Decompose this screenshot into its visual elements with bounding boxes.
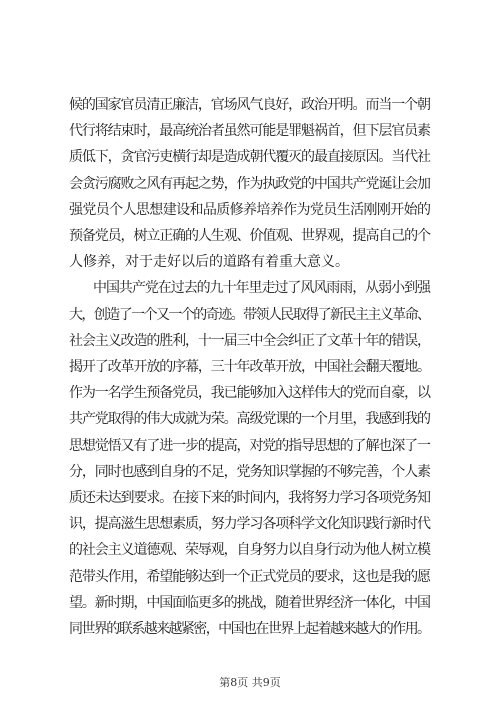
page-footer: 第8页 共9页 <box>219 676 281 689</box>
paragraph-1-line-2: 代行将结束时，最高统治者虽然可能是罪魁祸首，但下层官员素 <box>69 123 430 140</box>
paragraph-2-line-10: 识，提高滋生思想素质，努力学习各项科学文化知识践行新时代 <box>69 516 430 533</box>
paragraph-1-line-7: 人修养，对于走好以后的道路有着重大意义。 <box>69 254 349 271</box>
paragraph-2-line-14: 同世界的联系越来越紧密，中国也在世界上起着越来越大的作用。 <box>69 621 430 637</box>
paragraph-2-line-9: 质还未达到要求。在接下来的时间内，我将努力学习各项党务知 <box>69 490 430 506</box>
paragraph-1-line-4: 会贪污腐败之风有再起之势，作为执政党的中国共产党诞让会加 <box>69 175 430 192</box>
paragraph-2-line-13: 望。新时期，中国面临更多的挑战，随着世界经济一体化，中国 <box>69 594 430 611</box>
paragraph-2-line-12: 范带头作用，希望能够达到一个正式党员的要求，这也是我的愿 <box>69 568 430 585</box>
paragraph-2-line-4: 揭开了改革开放的序幕，三十年改革开放，中国社会翻天覆地。 <box>69 359 430 375</box>
paragraph-2-line-6: 共产党取得的伟大成就为荣。高级党课的一个月里，我感到我的 <box>69 411 430 428</box>
paragraph-2-line-3: 社会主义改造的胜利，十一届三中全会纠正了文革十年的错误， <box>69 332 430 349</box>
paragraph-1-line-1: 候的国家官员清正廉洁，官场风气良好，政治开明。而当一个朝 <box>69 97 430 113</box>
paragraph-2-line-11: 的社会主义道德观、荣辱观，自身努力以自身行动为他人树立模 <box>69 542 430 559</box>
paragraph-2-line-8: 分，同时也感到自身的不足，党务知识掌握的不够完善，个人素 <box>69 463 430 480</box>
paragraph-2-line-1: 中国共产党在过去的九十年里走过了风风雨雨，从弱小到强 <box>93 280 430 297</box>
paragraph-2-line-7: 思想觉悟又有了进一步的提高，对党的指导思想的了解也深了一 <box>69 437 430 454</box>
paragraph-1-line-6: 预备党员，树立正确的人生观、价值观、世界观，提高自己的个 <box>69 228 430 244</box>
paragraph-2-line-2: 大，创造了一个又一个的奇迹。带领人民取得了新民主主义革命、 <box>69 306 430 323</box>
paragraph-1-line-3: 质低下，贪官污吏横行却是造成朝代覆灭的最直接原因。当代社 <box>69 149 430 166</box>
paragraph-1-line-5: 强党员个人思想建设和品质修养培养作为党员生活刚刚开始的 <box>69 201 431 218</box>
paragraph-2-line-5: 作为一名学生预备党员，我已能够加入这样伟大的党而自豪，以 <box>69 385 430 402</box>
